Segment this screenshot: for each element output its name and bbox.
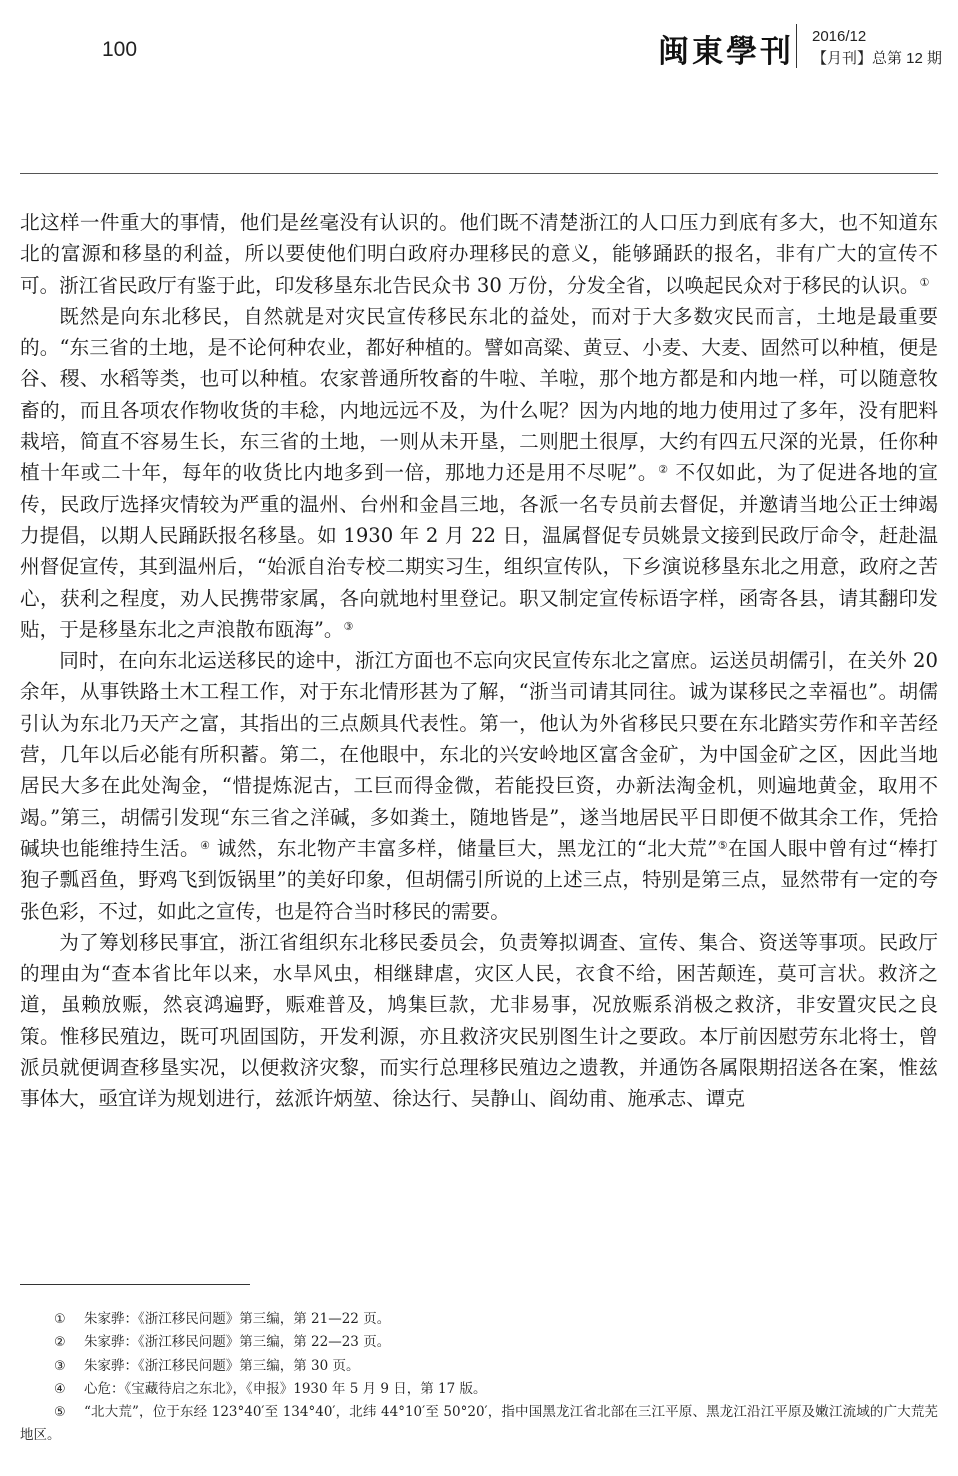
footnotes [20, 1308, 938, 1448]
paragraph-3-text-a: 同时，在向东北运送移民的途中，浙江方面也不忘向灾民宣传东北之富庶。运送员胡儒引，在关外 20 余年，从事铁路土木工程工作，对于东北情形甚为了解，“浙当司请其同往。诚为谋移民之幸福也”。胡儒引认为东北乃天产之富，其指出的三点颇具代表性。第一，他认为外省移民只要在东北踏实劳作和辛苦经营，几年以后必能有所积蓄。第二，在他眼中，东北的兴安岭地区富含金矿，为中国金矿之区，因此当地居民大多在此处淘金，“惜提炼泥古，工巨而得金微，若能投巨资，办新法淘金机，则遍地黄金，取用不竭。”第三，胡儒引发现“东三省之洋碱，多如粪土，随地皆是”，遂当地居民平日即便不做其余工作，凭拾碱块也能维持生活。 [20, 649, 938, 860]
paragraph-3-text-b: 诚然，东北物产丰富多样，储量巨大，黑龙江的“北大荒” [210, 836, 718, 860]
header-divider [796, 24, 797, 68]
footnote-marker: ② [54, 1335, 66, 1351]
footnote-ref-4[interactable]: ④ [200, 838, 211, 852]
header-rule [20, 173, 938, 174]
issue-date: 2016/12 [812, 28, 867, 45]
footnote-text: 朱家骅：《浙江移民问题》第三编，第 30 页。 [84, 1357, 360, 1374]
footnote-ref-5[interactable]: ⑤ [717, 838, 728, 852]
footnote-text: 心危：《宝藏待启之东北》，《申报》1930 年 5 月 9 日，第 17 版。 [84, 1380, 487, 1397]
footnote-marker: ③ [54, 1358, 66, 1374]
paragraph-4 [20, 927, 938, 1115]
paragraph-1-text: 北这样一件重大的事情，他们是丝毫没有认识的。他们既不清楚浙江的人口压力到底有多大，也不知道东北的富源和移垦的利益，所以要使他们明白政府办理移民的意义，能够踊跃的报名，非有广大的宣传不可。浙江省民政厅有鉴于此，印发移垦东北告民众书 30 万份，分发全省，以唤起民众对于移民的认识。 [20, 211, 938, 297]
footnote-2 [20, 1331, 938, 1354]
paragraph-3-text-c: 在国人眼中曾有过“棒打狍子瓢舀鱼，野鸡飞到饭锅里”的美好印象，但胡儒引所说的上述三点，特别是第三点，显然带有一定的夸张色彩，不过，如此之宣传，也是符合当时移民的需要。 [20, 836, 939, 923]
footnote-text: 朱家骅：《浙江移民问题》第三编，第 22—23 页。 [84, 1334, 391, 1351]
footnote-marker: ① [54, 1312, 66, 1327]
footnote-rule [20, 1284, 250, 1285]
footnote-3 [20, 1355, 938, 1378]
page-number: 100 [102, 38, 138, 61]
footnote-ref-3[interactable]: ③ [343, 619, 354, 633]
footnote-ref-2[interactable]: ② [658, 463, 669, 477]
body-text [20, 207, 938, 1115]
paragraph-2 [20, 301, 938, 645]
paragraph-2-text-b: 不仅如此，为了促进各地的宣传，民政厅选择灾情较为严重的温州、台州和金昌三地，各派一名专员前去督促，并邀请当地公正士绅竭力提倡，以期人民踊跃报名移垦。如 1930 年 2 月 22 日，温属督促专员姚景文接到民政厅命令，赶赴温州督促宣传，其到温州后，“始派自治专校二期实习生，组织宣传队，下乡演说移垦东北之用意，政府之苦心，获利之程度，劝人民携带家属，各向就地村里登记。职又制定宣传标语字样，函寄各县，请其翻印发贴，于是移垦东北之声浪散布瓯海”。 [20, 461, 938, 641]
paragraph-3 [20, 645, 938, 927]
footnote-text: “北大荒”，位于东经 123°40′至 134°40′，北纬 44°10′至 50°20′，指中国黑龙江省北部在三江平原、黑龙江沿江平原及嫩江流域的广大荒芜地区。 [20, 1404, 938, 1444]
footnote-marker: ⑤ [54, 1405, 66, 1421]
footnote-text: 朱家骅：《浙江移民问题》第三编，第 21—22 页。 [84, 1311, 391, 1327]
footnote-4 [20, 1378, 938, 1401]
footnote-marker: ④ [54, 1381, 66, 1397]
journal-name: 闽東學刊 [658, 34, 794, 70]
paragraph-1 [20, 207, 938, 301]
paragraph-2-text-a: 既然是向东北移民，自然就是对灾民宣传移民东北的益处，而对于大多数灾民而言，土地是最重要的。“东三省的土地，是不论何种农业，都好种植的。譬如高粱、黄豆、小麦、大麦、固然可以种植，便是谷、稷、水稻等类，也可以种植。农家普通所牧畜的牛啦、羊啦，那个地方都是和内地一样，可以随意牧畜的，而且各项农作物收货的丰稔，内地远远不及，为什么呢？因为内地的地力使用过了多年，没有肥料栽培，简直不容易生长，东三省的土地，一则从未开垦，二则肥土很厚，大约有四五尺深的光景，任你种植十年或二十年，每年的收货比内地多到一倍，那地力还是用不尽呢”。 [20, 304, 938, 485]
paragraph-4-text: 为了筹划移民事宜，浙江省组织东北移民委员会，负责筹拟调查、宣传、集合、资送等事项。民政厅的理由为“查本省比年以来，水旱风虫，相继肆虐，灾区人民，衣食不给，困苦颠连，莫可言状。救济之道，虽赖放赈，然哀鸿遍野，赈难普及，鸠集巨款，尤非易事，况放赈系消极之救济，非安置灾民之良策。惟移民殖边，既可巩固国防，开发利源，亦且救济灾民别图生计之要政。本厅前因慰劳东北将士，曾派员就便调查移垦实况，以便救济灾黎，而实行总理移民殖边之遗教，并通饬各属限期招送各在案，惟兹事体大，亟宜详为规划进行，兹派许炳堃、徐达行、吴静山、阎幼甫、施承志、谭克 [20, 930, 938, 1111]
footnote-1 [20, 1308, 938, 1331]
issue-info: 【月刊】总第 12 期 [812, 50, 943, 67]
footnote-ref-1[interactable]: ① [919, 275, 930, 289]
footnote-5 [20, 1401, 938, 1448]
